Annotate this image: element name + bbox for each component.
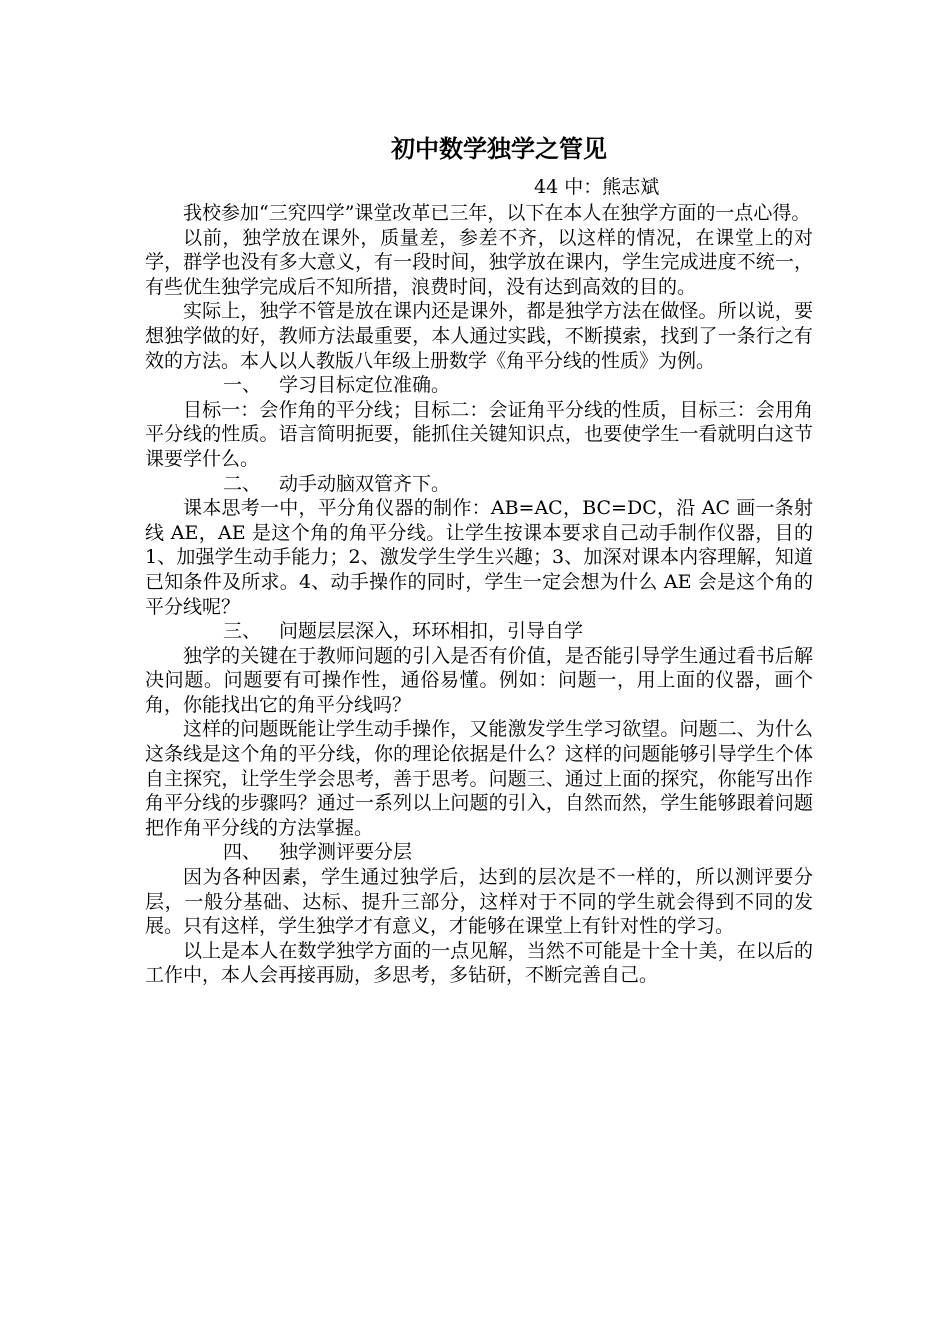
paragraph: 独学的关键在于教师问题的引入是否有价值，是否能引导学生通过看书后解决问题。问题要有可操作性，通俗易懂。例如：问题一，用上面的仪器，画个角，你能找出它的角平分线吗？ [145, 644, 813, 716]
paragraph: 以上是本人在数学独学方面的一点见解，当然不可能是十全十美，在以后的工作中，本人会再接再励，多思考，多钻研，不断完善自己。 [145, 939, 813, 987]
paragraph: 我校参加“三究四学”课堂改革已三年，以下在本人在独学方面的一点心得。 [183, 202, 811, 224]
section-number: 一、 [223, 374, 262, 397]
section-title: 学习目标定位准确。 [279, 374, 451, 397]
section-title: 动手动脑双管齐下。 [279, 472, 451, 495]
section-heading [145, 840, 813, 865]
paragraph: 目标一：会作角的平分线；目标二：会证角平分线的性质，目标三：会用角平分线的性质。语言简明扼要，能抓住关键知识点，也要使学生一看就明白这节课要学什么。 [145, 398, 813, 470]
document-author: 44 中：熊志斌 [534, 176, 660, 198]
paragraph: 这样的问题既能让学生动手操作，又能激发学生学习欲望。问题二、为什么这条线是这个角的平分线，你的理论依据是什么？这样的问题能够引导学生个体自主探究，让学生学会思考，善于思考。问题三、通过上面的探究，你能写出作角平分线的步骤吗？通过一系列以上问题的引入，自然而然，学生能够跟着问题把作角平分线的方法掌握。 [145, 718, 813, 839]
paragraph: 实际上，独学不管是放在课内还是课外，都是独学方法在做怪。所以说，要想独学做的好，教师方法最重要，本人通过实践，不断摸索，找到了一条行之有效的方法。本人以人教版八年级上册数学《角平分线的性质》为例。 [145, 300, 813, 372]
document-title: 初中数学独学之管见 [391, 134, 607, 163]
document-body [145, 201, 813, 988]
section-heading [145, 619, 813, 644]
section-heading [145, 472, 813, 497]
paragraph: 因为各种因素，学生通过独学后，达到的层次是不一样的，所以测评要分层，一般分基础、达标、提升三部分，这样对于不同的学生就会得到不同的发展。只有这样，学生独学才有意义，才能够在课堂上有针对性的学习。 [145, 866, 813, 938]
section-title: 独学测评要分层 [279, 841, 413, 864]
section-title: 问题层层深入，环环相扣，引导自学 [279, 620, 584, 643]
section-number: 三、 [223, 620, 262, 643]
section-number: 二、 [223, 472, 262, 495]
section-heading [145, 373, 813, 398]
section-number: 四、 [223, 841, 262, 864]
paragraph: 以前，独学放在课外，质量差，参差不齐，以这样的情况，在课堂上的对学，群学也没有多大意义，有一段时间，独学放在课内，学生完成进度不统一，有些优生独学完成后不知所措，浪费时间，没有达到高效的目的。 [145, 226, 813, 298]
paragraph: 课本思考一中，平分角仪器的制作：AB=AC，BC=DC，沿 AC 画一条射线 AE，AE 是这个角的角平分线。让学生按课本要求自己动手制作仪器，目的 1、加强学生动手能力；2、激发学生学生兴趣；3、加深对课本内容理解，知道已知条件及所求。4、动手操作的同时，学生一定会想为什么 AE 会是这个角的平分线呢？ [145, 497, 813, 618]
